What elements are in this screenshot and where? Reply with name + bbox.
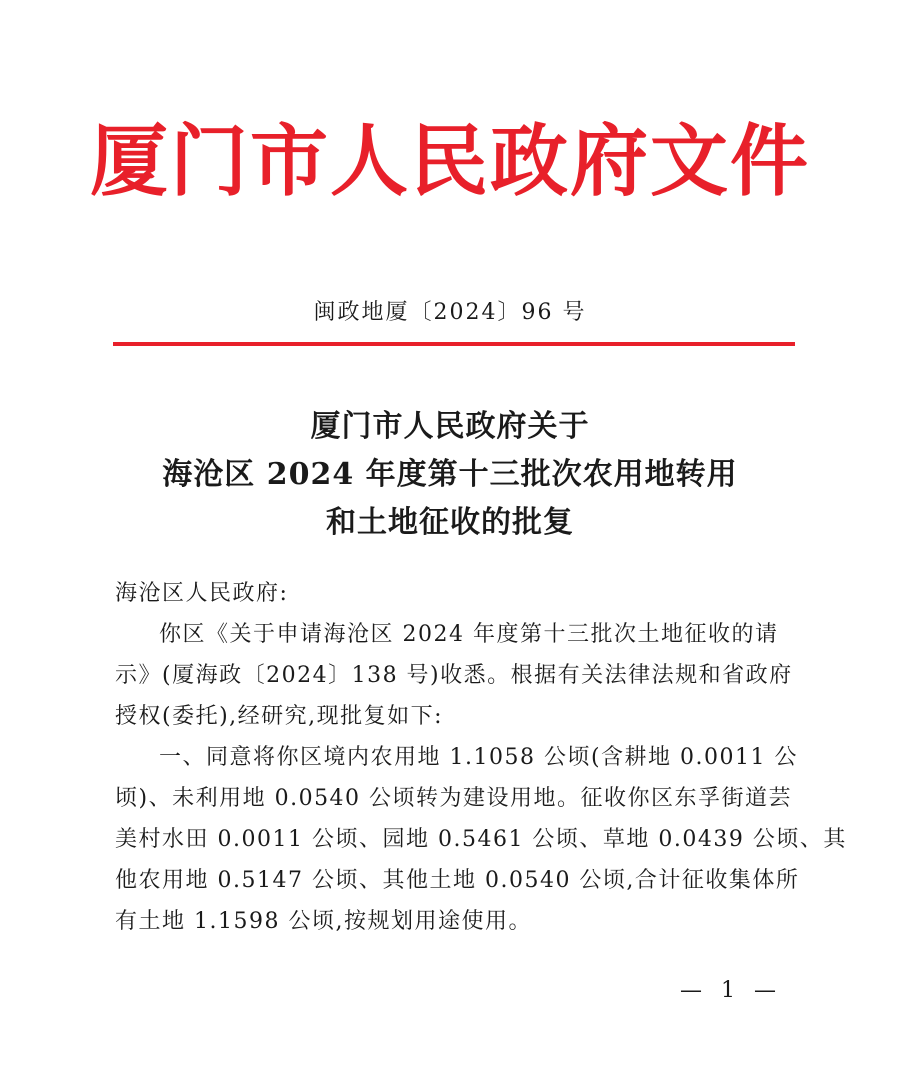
document-title-line-3: 和土地征收的批复	[326, 505, 574, 540]
document-title-line-2: 海沧区 2024 年度第十三批次农用地转用	[162, 457, 738, 492]
body-line: 你区《关于申请海沧区 2024 年度第十三批次土地征收的请	[159, 622, 779, 647]
body-line: 有土地 1.1598 公顷,按规划用途使用。	[115, 909, 532, 934]
page-number: — 1 —	[680, 978, 782, 1003]
body-line: 授权(委托),经研究,现批复如下:	[115, 704, 444, 729]
red-divider-line	[113, 342, 795, 346]
red-header-title: 厦门市人民政府文件	[89, 116, 810, 207]
body-line: 顷)、未利用地 0.0540 公顷转为建设用地。征收你区东孚街道芸	[115, 786, 793, 811]
document-title	[0, 403, 900, 547]
document-number: 闽政地厦〔2024〕96 号	[313, 300, 587, 325]
body-line: 他农用地 0.5147 公顷、其他土地 0.0540 公顷,合计征收集体所	[115, 868, 800, 893]
body-line: 示》(厦海政〔2024〕138 号)收悉。根据有关法律法规和省政府	[115, 663, 793, 688]
body-line: 一、同意将你区境内农用地 1.1058 公顷(含耕地 0.0011 公	[159, 745, 799, 770]
document-title-line-1: 厦门市人民政府关于	[310, 409, 590, 444]
document-body	[115, 573, 847, 942]
body-line: 美村水田 0.0011 公顷、园地 0.5461 公顷、草地 0.0439 公顷、其	[115, 827, 847, 852]
salutation: 海沧区人民政府:	[115, 581, 289, 606]
